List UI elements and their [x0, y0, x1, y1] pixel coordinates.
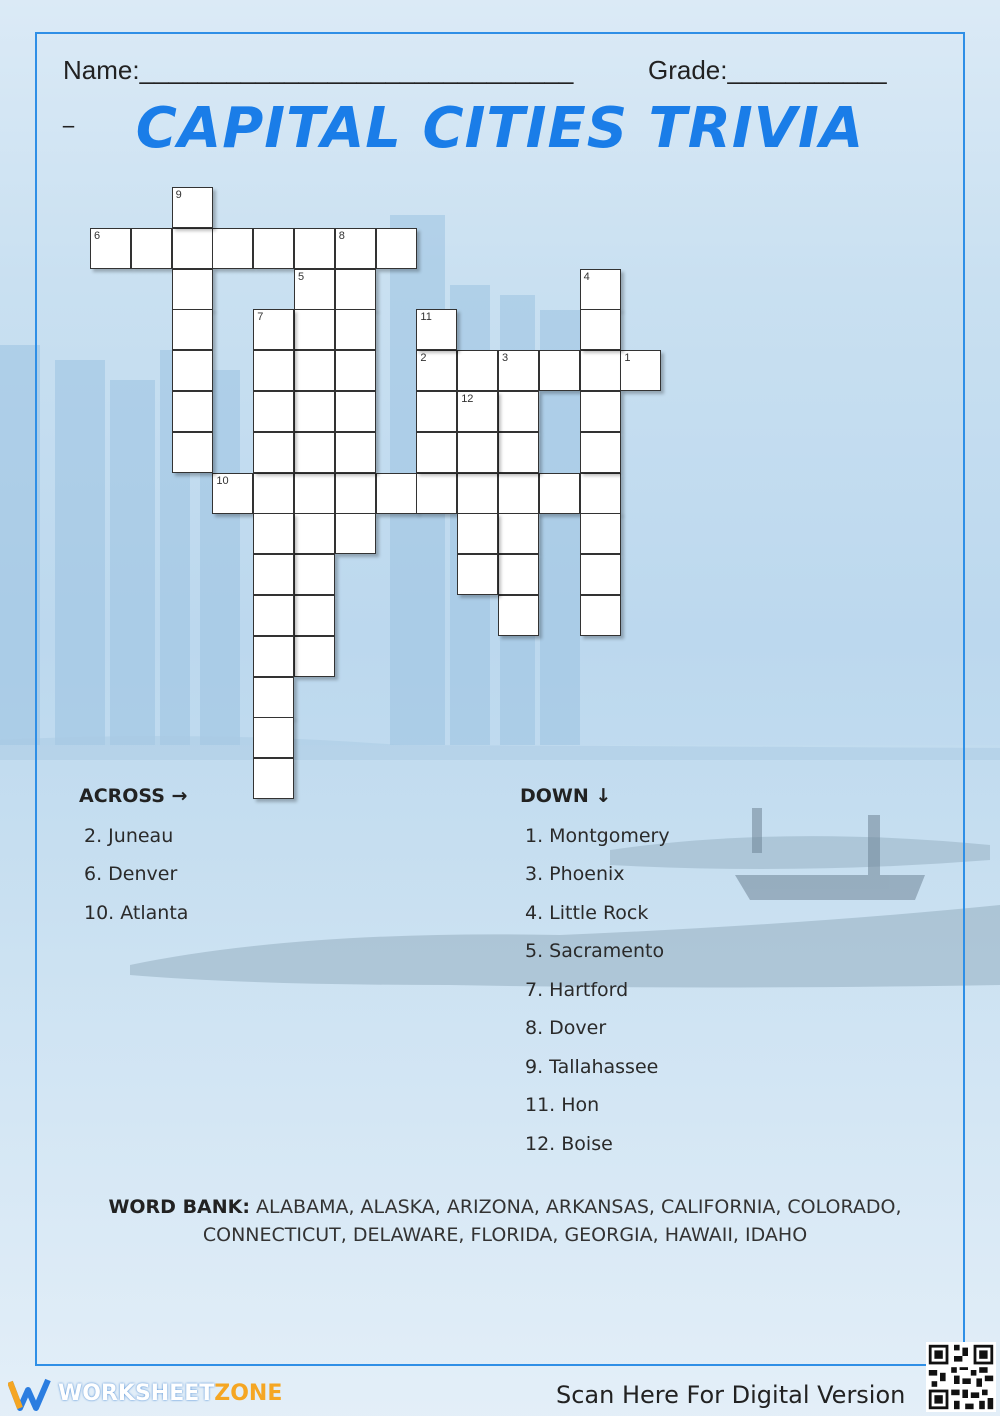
down-clue: 8. Dover — [525, 1017, 607, 1039]
grid-cell[interactable] — [172, 350, 213, 391]
grid-cell[interactable] — [457, 513, 498, 554]
clue-number: 4 — [583, 270, 590, 283]
down-clue: 5. Sacramento — [525, 940, 665, 962]
grid-cell[interactable] — [580, 350, 621, 391]
grid-cell[interactable] — [580, 473, 621, 514]
grid-cell[interactable] — [539, 473, 580, 514]
word-bank-label: WORD BANK: — [108, 1196, 250, 1218]
grid-cell[interactable] — [457, 350, 498, 391]
brand-part-2: ZONE — [214, 1381, 283, 1406]
grid-cell[interactable] — [294, 554, 335, 595]
grid-cell[interactable] — [90, 228, 131, 269]
grid-cell[interactable] — [416, 309, 457, 350]
grid-cell[interactable] — [294, 432, 335, 473]
grid-cell[interactable] — [253, 554, 294, 595]
grid-cell[interactable] — [457, 554, 498, 595]
down-clue: 1. Montgomery — [525, 825, 670, 847]
grid-cell[interactable] — [294, 636, 335, 677]
grid-cell[interactable] — [172, 309, 213, 350]
name-field[interactable]: Name:______________________________ — [63, 55, 574, 85]
clue-number: 12 — [461, 393, 474, 405]
clue-number: 6 — [94, 229, 101, 242]
grid-cell[interactable] — [580, 309, 621, 350]
grid-cell[interactable] — [457, 391, 498, 432]
clue-number: 1 — [624, 352, 631, 365]
grid-cell[interactable] — [457, 432, 498, 473]
grid-cell[interactable] — [253, 717, 294, 758]
grid-cell[interactable] — [498, 350, 539, 391]
down-clue: 9. Tallahassee — [525, 1056, 659, 1078]
grid-cell[interactable] — [253, 309, 294, 350]
qr-code-icon[interactable] — [926, 1342, 996, 1412]
clue-number: 11 — [420, 311, 432, 324]
grid-cell[interactable] — [335, 432, 376, 473]
grid-cell[interactable] — [580, 513, 621, 554]
grid-cell[interactable] — [335, 309, 376, 350]
grid-cell[interactable] — [294, 391, 335, 432]
grid-cell[interactable] — [416, 350, 457, 391]
grid-cell[interactable] — [253, 677, 294, 718]
scan-instruction: Scan Here For Digital Version — [556, 1381, 906, 1409]
clue-number: 5 — [298, 270, 305, 283]
across-clue: 6. Denver — [84, 863, 178, 885]
clue-number: 2 — [420, 352, 427, 365]
down-clue: 11. Hon — [525, 1094, 600, 1116]
word-bank-words: ALABAMA, ALASKA, ARIZONA, ARKANSAS, CALIFORNIA, COLORADO, CONNECTICUT, DELAWARE, FLORIDA, GEORGIA, HAWAII, IDAHO — [202, 1196, 902, 1246]
across-clue: 2. Juneau — [84, 825, 174, 847]
grid-cell[interactable] — [294, 473, 335, 514]
grid-cell[interactable] — [253, 473, 294, 514]
grid-cell[interactable] — [294, 309, 335, 350]
grid-cell[interactable] — [294, 595, 335, 636]
grid-cell[interactable] — [253, 228, 294, 269]
grid-cell[interactable] — [580, 432, 621, 473]
grid-cell[interactable] — [294, 228, 335, 269]
grid-cell[interactable] — [253, 350, 294, 391]
down-clue: 4. Little Rock — [525, 902, 649, 924]
grid-cell[interactable] — [335, 228, 376, 269]
grid-cell[interactable] — [253, 432, 294, 473]
grid-cell[interactable] — [212, 473, 253, 514]
grade-field[interactable]: Grade:___________ — [648, 55, 887, 85]
grid-cell[interactable] — [376, 228, 417, 269]
grid-cell[interactable] — [539, 350, 580, 391]
grid-cell[interactable] — [253, 391, 294, 432]
grid-cell[interactable] — [498, 513, 539, 554]
grid-cell[interactable] — [253, 758, 294, 799]
down-clue: 7. Hartford — [525, 979, 629, 1001]
clue-number: 8 — [338, 229, 345, 242]
clue-number: 3 — [502, 352, 509, 365]
grid-cell[interactable] — [335, 350, 376, 391]
grid-cell[interactable] — [416, 391, 457, 432]
grid-cell[interactable] — [172, 269, 213, 310]
grid-cell[interactable] — [580, 391, 621, 432]
grid-cell[interactable] — [580, 269, 621, 310]
grid-cell[interactable] — [294, 350, 335, 391]
grid-cell[interactable] — [131, 228, 172, 269]
grid-cell[interactable] — [335, 513, 376, 554]
grid-cell[interactable] — [580, 554, 621, 595]
grid-cell[interactable] — [172, 432, 213, 473]
grid-cell[interactable] — [376, 473, 417, 514]
clue-number: 10 — [216, 474, 229, 487]
grid-cell[interactable] — [498, 432, 539, 473]
brand-name[interactable] — [58, 1381, 282, 1406]
grid-cell[interactable] — [498, 595, 539, 636]
page-title: CAPITAL CITIES TRIVIA — [135, 96, 865, 161]
grid-cell[interactable] — [172, 391, 213, 432]
across-heading: ACROSS → — [79, 785, 188, 807]
down-clue: 12. Boise — [525, 1133, 613, 1155]
grid-cell[interactable] — [457, 473, 498, 514]
grid-cell[interactable] — [294, 269, 335, 310]
grid-cell[interactable] — [172, 187, 213, 228]
grid-cell[interactable] — [498, 391, 539, 432]
grid-cell[interactable] — [335, 391, 376, 432]
grade-field-overflow: _ — [63, 103, 74, 128]
grid-cell[interactable] — [253, 513, 294, 554]
grid-cell[interactable] — [335, 473, 376, 514]
grid-cell[interactable] — [172, 228, 213, 269]
grid-cell[interactable] — [416, 432, 457, 473]
grid-cell[interactable] — [498, 473, 539, 514]
grid-cell[interactable] — [212, 228, 253, 269]
brand-part-1: WORKSHEET — [58, 1381, 215, 1406]
grid-cell[interactable] — [335, 269, 376, 310]
across-clue: 10. Atlanta — [84, 902, 189, 924]
grid-cell[interactable] — [620, 350, 661, 391]
clue-number: 7 — [257, 311, 264, 324]
down-clue: 3. Phoenix — [525, 863, 625, 885]
clue-number: 9 — [175, 189, 182, 201]
grid-cell[interactable] — [580, 595, 621, 636]
word-bank — [90, 1193, 920, 1249]
grid-cell[interactable] — [294, 513, 335, 554]
grid-cell[interactable] — [498, 554, 539, 595]
down-heading: DOWN ↓ — [520, 785, 612, 807]
grid-cell[interactable] — [253, 636, 294, 677]
grid-cell[interactable] — [253, 595, 294, 636]
grid-cell[interactable] — [416, 473, 457, 514]
